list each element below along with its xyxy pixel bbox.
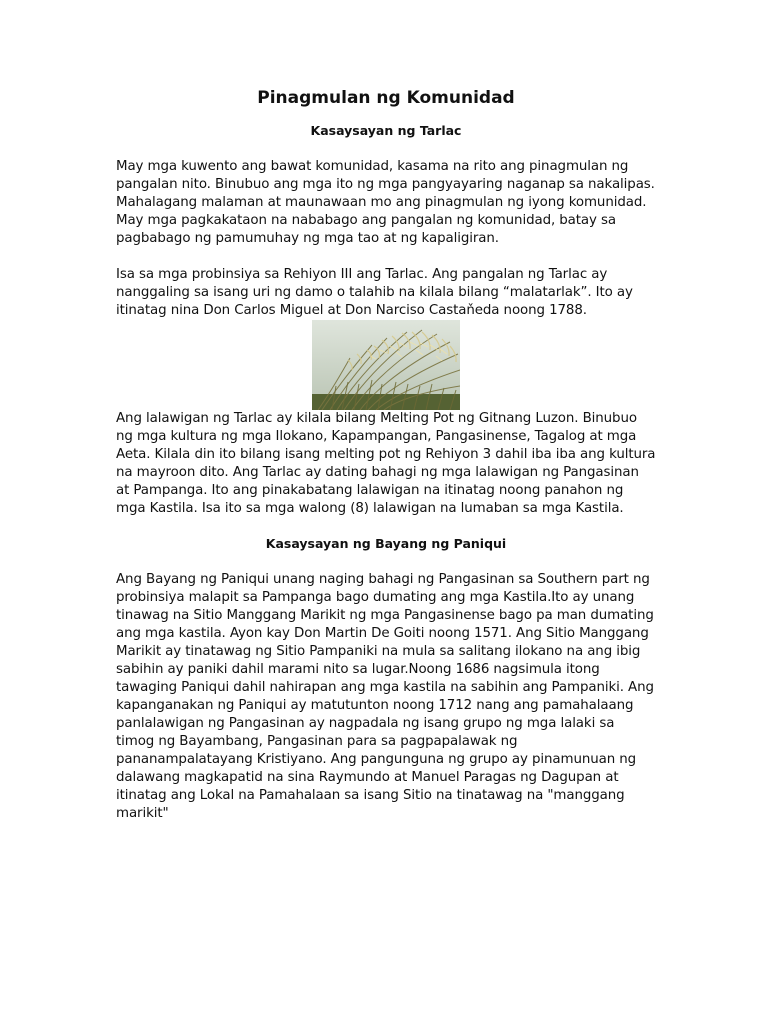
paragraph-tarlac-melting-pot: Ang lalawigan ng Tarlac ay kilala bilang Melting Pot ng Gitnang Luzon. Binubuo ng mga kultura ng mga Ilokano, Kapampangan, Pangasinense, Tagalog at mga Aeta. Kilala din ito bilang isang melting pot ng Rehiyon 3 dahil iba iba ang kultura na mayroon dito. Ang Tarlac ay dating bahagi ng mga lalawigan ng Pangasinan at Pampanga. Ito ang pinakabatang lalawigan na itinatag noong panahon ng mga Kastila. Isa ito sa mga walong (8) lalawigan na lumaban sa mga Kastila. [116,411,656,516]
section-heading-paniqui: Kasaysayan ng Bayang ng Paniqui [265,536,507,551]
malatarlak-grass-image [312,320,460,410]
paragraph-paniqui-history: Ang Bayang ng Paniqui unang naging bahagi ng Pangasinan sa Southern part ng probinsiya malapit sa Pampanga bago dumating ang mga Kastila.Ito ay unang tinawag na Sitio Manggang Marikit ng mga Pangasinense bago pa man dumating ang mga kastila. Ayon kay Don Martin De Goiti noong 1571. Ang Sitio Manggang Marikit ay tinatawag ng Sitio Pampaniki na mula sa salitang ilokano na ang ibig sabihin ay paniki dahil marami nito sa lugar.Noong 1686 nagsimula itong tawaging Paniqui dahil nahirapan ang mga kastila na sabihin ang Pampaniki. Ang kapanganakan ng Paniqui ay matutunton noong 1712 nang ang pamahalaang panlalawigan ng Pangasinan ay nagpadala ng isang grupo ng mga lalaki sa timog ng Bayambang, Pangasinan para sa pagpapalawak ng pananampalatayang Kristiyano. Ang pangunguna ng grupo ay pinamunuan ng dalawang magkapatid na sina Raymundo at Manuel Paragas ng Dagupan at itinatag ang Lokal na Pamahalaan sa isang Sitio na tinatawag na "manggang marikit" [116,572,654,821]
paragraph-intro: May mga kuwento ang bawat komunidad, kasama na rito ang pinagmulan ng pangalan nito. Binubuo ang mga ito ng mga pangyayaring naganap sa nakalipas. Mahalagang malaman at maunawaan mo ang pinagmulan ng iyong komunidad. May mga pagkakataon na nababago ang pangalan ng komunidad, batay sa pagbabago ng pamumuhay ng mga tao at ng kapaligiran. [116,159,655,246]
document-title: Pinagmulan ng Komunidad [257,88,515,108]
document-page [116,86,656,823]
paragraph-tarlac-origin: Isa sa mga probinsiya sa Rehiyon III ang Tarlac. Ang pangalan ng Tarlac ay nanggaling sa isang uri ng damo o talahib na kilala bilang “malatarlak”. Ito ay itinatag nina Don Carlos Miguel at Don Narciso Castaňeda noong 1788. [116,267,633,318]
section-heading-tarlac: Kasaysayan ng Tarlac [310,123,462,138]
